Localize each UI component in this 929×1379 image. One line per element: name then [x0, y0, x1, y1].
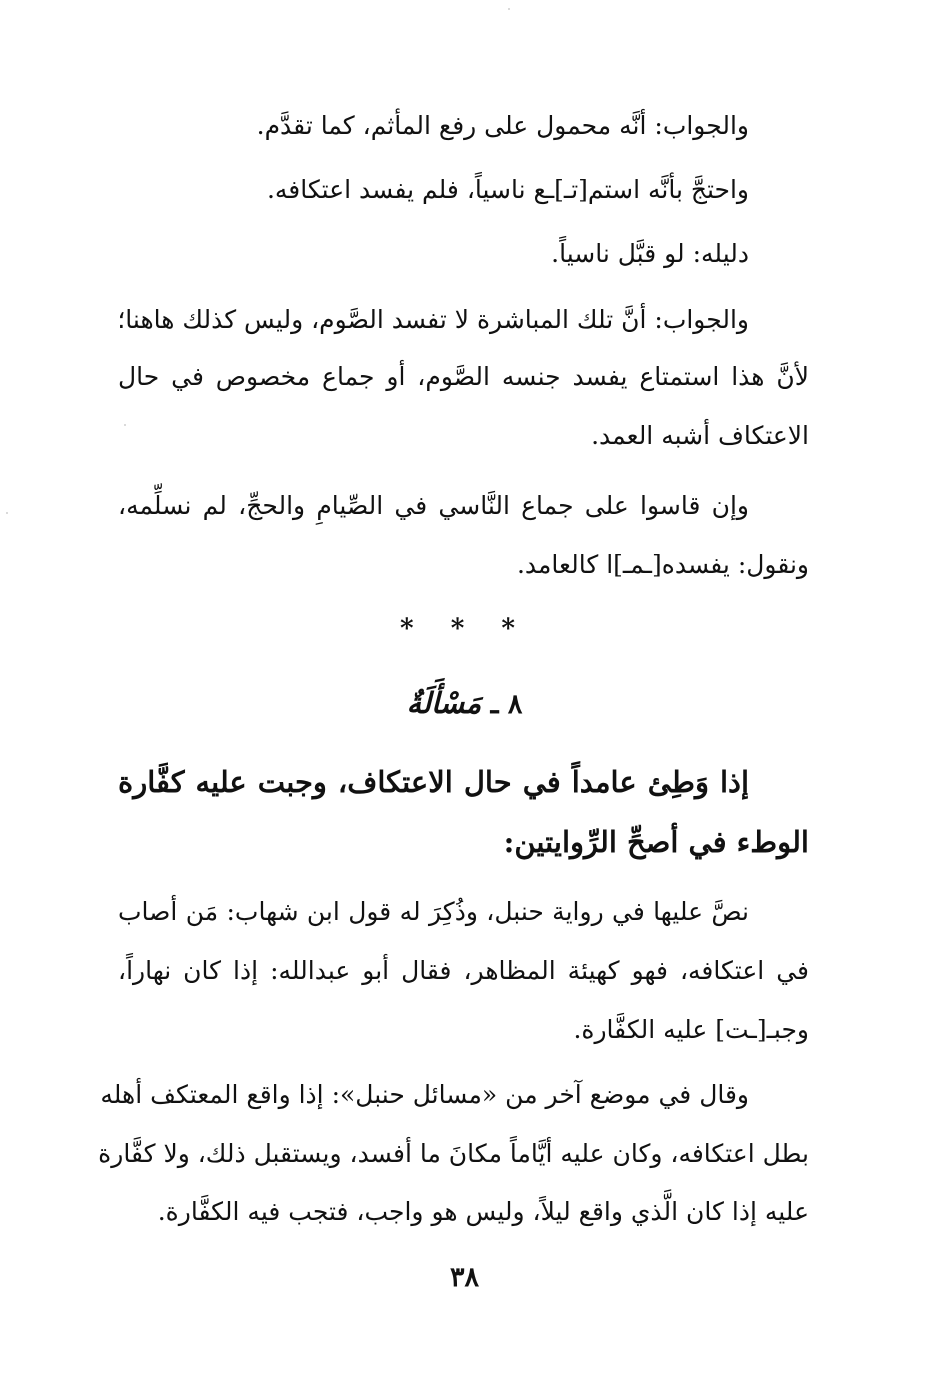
text-line: لأنَّ هذا استمتاع يفسد جنسه الصَّوم، أو جماع مخصوص في حال	[118, 362, 809, 391]
section-separator: * * *	[400, 614, 529, 644]
text-line: والجواب: أنَّ تلك المباشرة لا تفسد الصَّوم، وليس كذلك هاهنا؛	[117, 305, 749, 334]
heading-line: إذا وَطِئ عامداً في حال الاعتكاف، وجبت عليه كفَّارة	[118, 765, 749, 799]
scan-speck	[6, 512, 8, 514]
text-line: عليه إذا كان الَّذي واقع ليلاً، وليس هو واجب، فتجب فيه الكفَّارة.	[157, 1197, 809, 1226]
text-line: نصَّ عليها في رواية حنبل، وذُكِرَ له قول ابن شهاب: مَن أصاب	[118, 897, 749, 926]
masala-heading	[0, 686, 929, 720]
masala-title: مَسْأَلَةٌ	[406, 686, 482, 720]
text-line: الاعتكاف أشبه العمد.	[591, 421, 809, 450]
text-line: واحتجَّ بأنَّه استم[تـ]ـع ناسياً، فلم يفسد اعتكافه.	[266, 175, 749, 204]
text-line: وجبـ[ـت] عليه الكفَّارة.	[573, 1015, 809, 1044]
text-line: في اعتكافه، فهو كهيئة المظاهر، فقال أبو عبدالله: إذا كان نهاراً،	[118, 956, 809, 985]
text-line: بطل اعتكافه، وكان عليه أيَّاماً مكانَ ما أفسد، ويستقبل ذلك، ولا كفَّارة	[98, 1139, 809, 1168]
page-number: ٣٨	[449, 1262, 479, 1293]
text-line: ونقول: يفسده[ـمـ]ا كالعامد.	[516, 550, 809, 579]
text-line: والجواب: أنَّه محمول على رفع المأثم، كما تقدَّم.	[256, 111, 749, 140]
text-line: وإن قاسوا على جماع النَّاسي في الصِّيامِ والحجِّ، لم نسلِّمه،	[118, 491, 749, 520]
scan-speck	[124, 424, 126, 426]
masala-number: ٨ ـ	[490, 689, 523, 720]
scan-speck	[508, 8, 510, 10]
text-line: دليله: لو قبَّل ناسياً.	[551, 239, 749, 268]
text-line: وقال في موضع آخر من «مسائل حنبل»: إذا واقع المعتكف أهله	[100, 1080, 749, 1109]
heading-line: الوطء في أصحِّ الرِّوايتين:	[503, 825, 809, 859]
